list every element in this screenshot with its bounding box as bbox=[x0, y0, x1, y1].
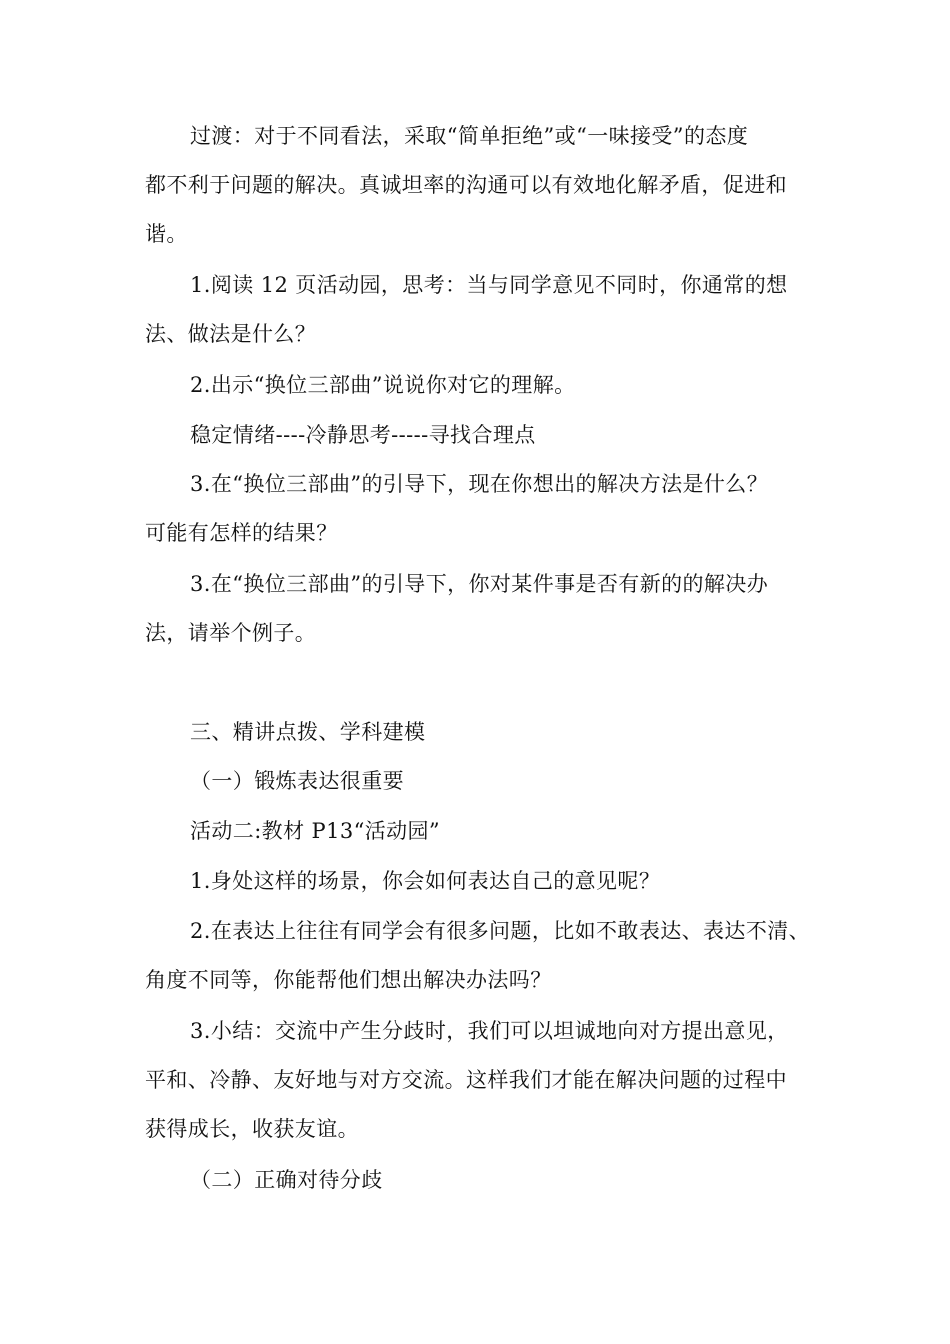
subsection-1-heading: （一）锻炼表达很重要 bbox=[190, 769, 404, 793]
activity-item-3-line-2: 平和、冷静、友好地与对方交流。这样我们才能在解决问题的过程中 bbox=[145, 1068, 787, 1092]
activity-item-3-line-1: 3.小结：交流中产生分歧时，我们可以坦诚地向对方提出意见， bbox=[190, 1019, 789, 1043]
activity-item-2-line-2: 角度不同等，你能帮他们想出解决办法吗？ bbox=[145, 968, 552, 992]
item-3b-line-2: 法，请举个例子。 bbox=[145, 621, 317, 645]
activity-item-1: 1.身处这样的场景，你会如何表达自己的意见呢？ bbox=[190, 869, 661, 893]
item-1-line-1: 1.阅读 12 页活动园，思考：当与同学意见不同时，你通常的想 bbox=[190, 273, 788, 297]
item-2-paragraph: 2.出示“换位三部曲”说说你对它的理解。 bbox=[190, 373, 576, 397]
transition-paragraph bbox=[145, 112, 805, 259]
transition-line-1: 过渡：对于不同看法，采取“简单拒绝”或“一味接受”的态度 bbox=[190, 124, 749, 148]
subsection-2-heading: （二）正确对待分歧 bbox=[190, 1168, 383, 1192]
item-3a-line-2: 可能有怎样的结果？ bbox=[145, 521, 338, 545]
section-3-heading: 三、精讲点拨、学科建模 bbox=[190, 720, 426, 744]
item-1-paragraph bbox=[145, 261, 805, 359]
item-3b-paragraph bbox=[145, 560, 805, 658]
transition-line-2: 都不利于问题的解决。真诚坦率的沟通可以有效地化解矛盾，促进和 bbox=[145, 173, 787, 197]
item-3a-line-1: 3.在“换位三部曲”的引导下，现在你想出的解决方法是什么？ bbox=[190, 472, 769, 496]
activity-item-3-line-3: 获得成长，收获友谊。 bbox=[145, 1117, 359, 1141]
activity-item-2-line-1: 2.在表达上往往有同学会有很多问题，比如不敢表达、表达不清、 bbox=[190, 919, 811, 943]
transition-line-3: 谐。 bbox=[145, 222, 188, 246]
item-3b-line-1: 3.在“换位三部曲”的引导下，你对某件事是否有新的的解决办 bbox=[190, 572, 769, 596]
activity-2-heading: 活动二:教材 P13“活动园” bbox=[190, 819, 441, 843]
activity-item-3-paragraph bbox=[145, 1007, 805, 1154]
steps-line: 稳定情绪----冷静思考-----寻找合理点 bbox=[190, 423, 536, 447]
activity-item-2-paragraph bbox=[145, 907, 811, 1005]
item-3a-paragraph bbox=[145, 460, 805, 558]
item-1-line-2: 法、做法是什么？ bbox=[145, 322, 317, 346]
